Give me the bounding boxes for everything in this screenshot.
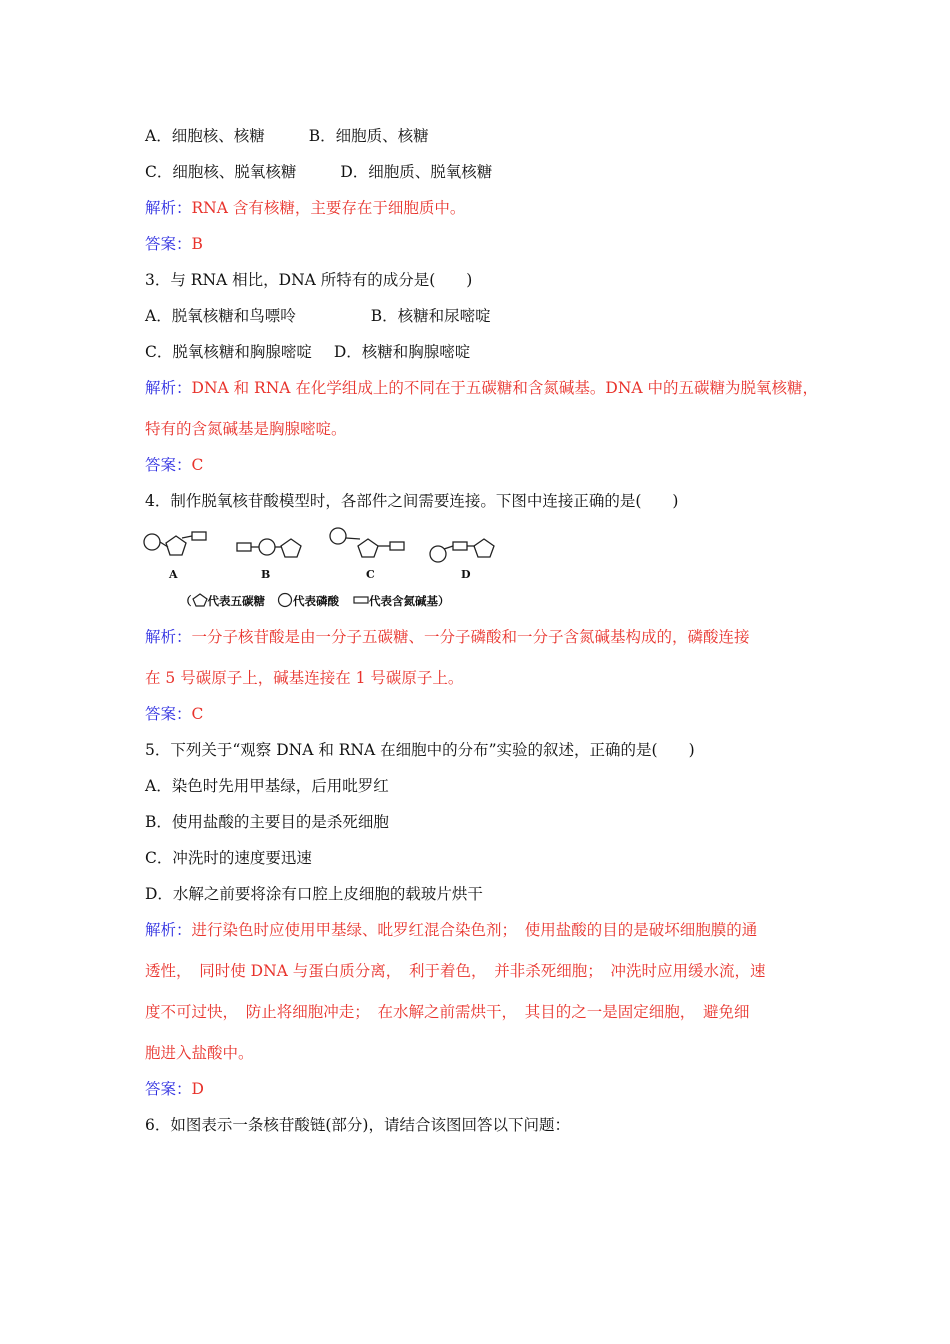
q5-answer-value: D [191, 1080, 204, 1098]
q2-option-c: C．细胞核、脱氧核糖 [145, 163, 297, 181]
q3-answer [145, 454, 203, 476]
base-rect [237, 543, 251, 551]
q2-option-d: D．细胞质、脱氧核糖 [340, 163, 493, 181]
q3-answer-value: C [191, 456, 204, 474]
q6-stem: 6．如图表示一条核苷酸链(部分)，请结合该图回答以下问题： [145, 1116, 570, 1134]
figure-label-a: A [169, 568, 178, 581]
q4-analysis-line-1 [145, 626, 750, 648]
phosphate-circle [430, 546, 446, 562]
q5-analysis-line-1 [145, 919, 757, 941]
q5-analysis-line-4: 胞进入盐酸中。 [145, 1044, 254, 1062]
answer-label: 答案： [145, 705, 192, 723]
legend-pentagon-text: 代表五碳糖 [207, 594, 265, 608]
phosphate-circle [330, 528, 346, 544]
q4-analysis-text-1: 一分子核苷酸是由一分子五碳糖、一分子磷酸和一分子含氮碱基构成的，磷酸连接 [191, 628, 750, 646]
rectangle-icon [353, 595, 369, 605]
legend-rect-text: 代表含氮碱基） [369, 594, 450, 608]
q2-analysis-text: RNA 含有核糖，主要存在于细胞质中。 [191, 199, 466, 217]
q5-option-d: D．水解之前要将涂有口腔上皮细胞的载玻片烘干 [145, 885, 483, 903]
answer-label: 答案： [145, 456, 192, 474]
q5-option-b: B．使用盐酸的主要目的是杀死细胞 [145, 813, 389, 831]
base-rect [453, 542, 467, 550]
q3-option-a: A．脱氧核糖和鸟嘌呤 [145, 307, 296, 325]
q4-stem: 4．制作脱氧核苷酸模型时，各部件之间需要连接。下图中连接正确的是( ) [145, 492, 679, 510]
answer-label: 答案： [145, 1080, 192, 1098]
q2-answer-value: B [191, 235, 203, 253]
q3-option-c: C．脱氧核糖和胸腺嘧啶 [145, 343, 312, 361]
q2-option-a: A．细胞核、核糖 [145, 127, 265, 145]
q4-figure-legend [180, 592, 450, 609]
sugar-pentagon [358, 539, 378, 557]
q2-options-row-2 [145, 161, 492, 183]
q3-options-row-1 [145, 305, 491, 327]
base-rect [192, 532, 206, 540]
q5-answer [145, 1078, 204, 1100]
answer-label: 答案： [145, 235, 192, 253]
analysis-label: 解析： [145, 379, 192, 397]
q3-option-b: B．核糖和尿嘧啶 [370, 307, 491, 325]
q3-option-d: D．核糖和胸腺嘧啶 [333, 343, 471, 361]
model-c [330, 528, 404, 557]
q2-analysis [145, 197, 465, 219]
analysis-label: 解析： [145, 921, 192, 939]
q3-stem: 3．与 RNA 相比，DNA 所特有的成分是( ) [145, 271, 473, 289]
q5-option-a: A．染色时先用甲基绿，后用吡罗红 [145, 777, 389, 795]
q3-analysis-text-1: DNA 和 RNA 在化学组成上的不同在于五碳糖和含氮碱基。DNA 中的五碳糖为脱氧核糖， [191, 379, 819, 397]
q2-answer [145, 233, 203, 255]
figure-label-b: B [261, 568, 271, 581]
figure-label-c: C [366, 568, 375, 581]
q4-analysis-line-2: 在 5 号碳原子上，碱基连接在 1 号碳原子上。 [145, 669, 464, 687]
legend-circle-text: 代表磷酸 [293, 594, 339, 608]
q5-stem: 5．下列关于“观察 DNA 和 RNA 在细胞中的分布”实验的叙述，正确的是( ) [145, 741, 695, 759]
sugar-pentagon [281, 539, 301, 557]
sugar-pentagon [474, 539, 494, 557]
q4-answer [145, 703, 203, 725]
q3-analysis-line-2: 特有的含氮碱基是胸腺嘧啶。 [145, 420, 347, 438]
q3-analysis-line-1 [145, 377, 818, 399]
q2-option-b: B．细胞质、核糖 [308, 127, 429, 145]
analysis-label: 解析： [145, 199, 192, 217]
model-d [430, 539, 494, 562]
q5-analysis-line-2: 透性， 同时使 DNA 与蛋白质分离， 利于着色， 并非杀死细胞； 冲洗时应用缓水流，速 [145, 962, 766, 980]
q4-answer-value: C [191, 705, 204, 723]
base-rect [390, 542, 404, 550]
figure-label-d: D [461, 568, 471, 581]
sugar-pentagon [166, 536, 186, 555]
q2-options-row-1 [145, 125, 429, 147]
legend-open: （ [180, 594, 192, 608]
q5-option-c: C．冲洗时的速度要迅速 [145, 849, 312, 867]
q5-analysis-text-1: 进行染色时应使用甲基绿、吡罗红混合染色剂； 使用盐酸的目的是破坏细胞膜的通 [191, 921, 758, 939]
nucleotide-models [140, 522, 520, 592]
model-b [237, 539, 301, 557]
pentagon-icon [192, 593, 208, 607]
model-a [144, 532, 206, 555]
phosphate-circle [259, 539, 275, 555]
analysis-label: 解析： [145, 628, 192, 646]
circle-icon [277, 592, 293, 608]
q5-analysis-line-3: 度不可过快， 防止将细胞冲走； 在水解之前需烘干， 其目的之一是固定细胞， 避免细 [145, 1003, 750, 1021]
q3-options-row-2 [145, 341, 470, 363]
phosphate-circle [144, 534, 160, 550]
